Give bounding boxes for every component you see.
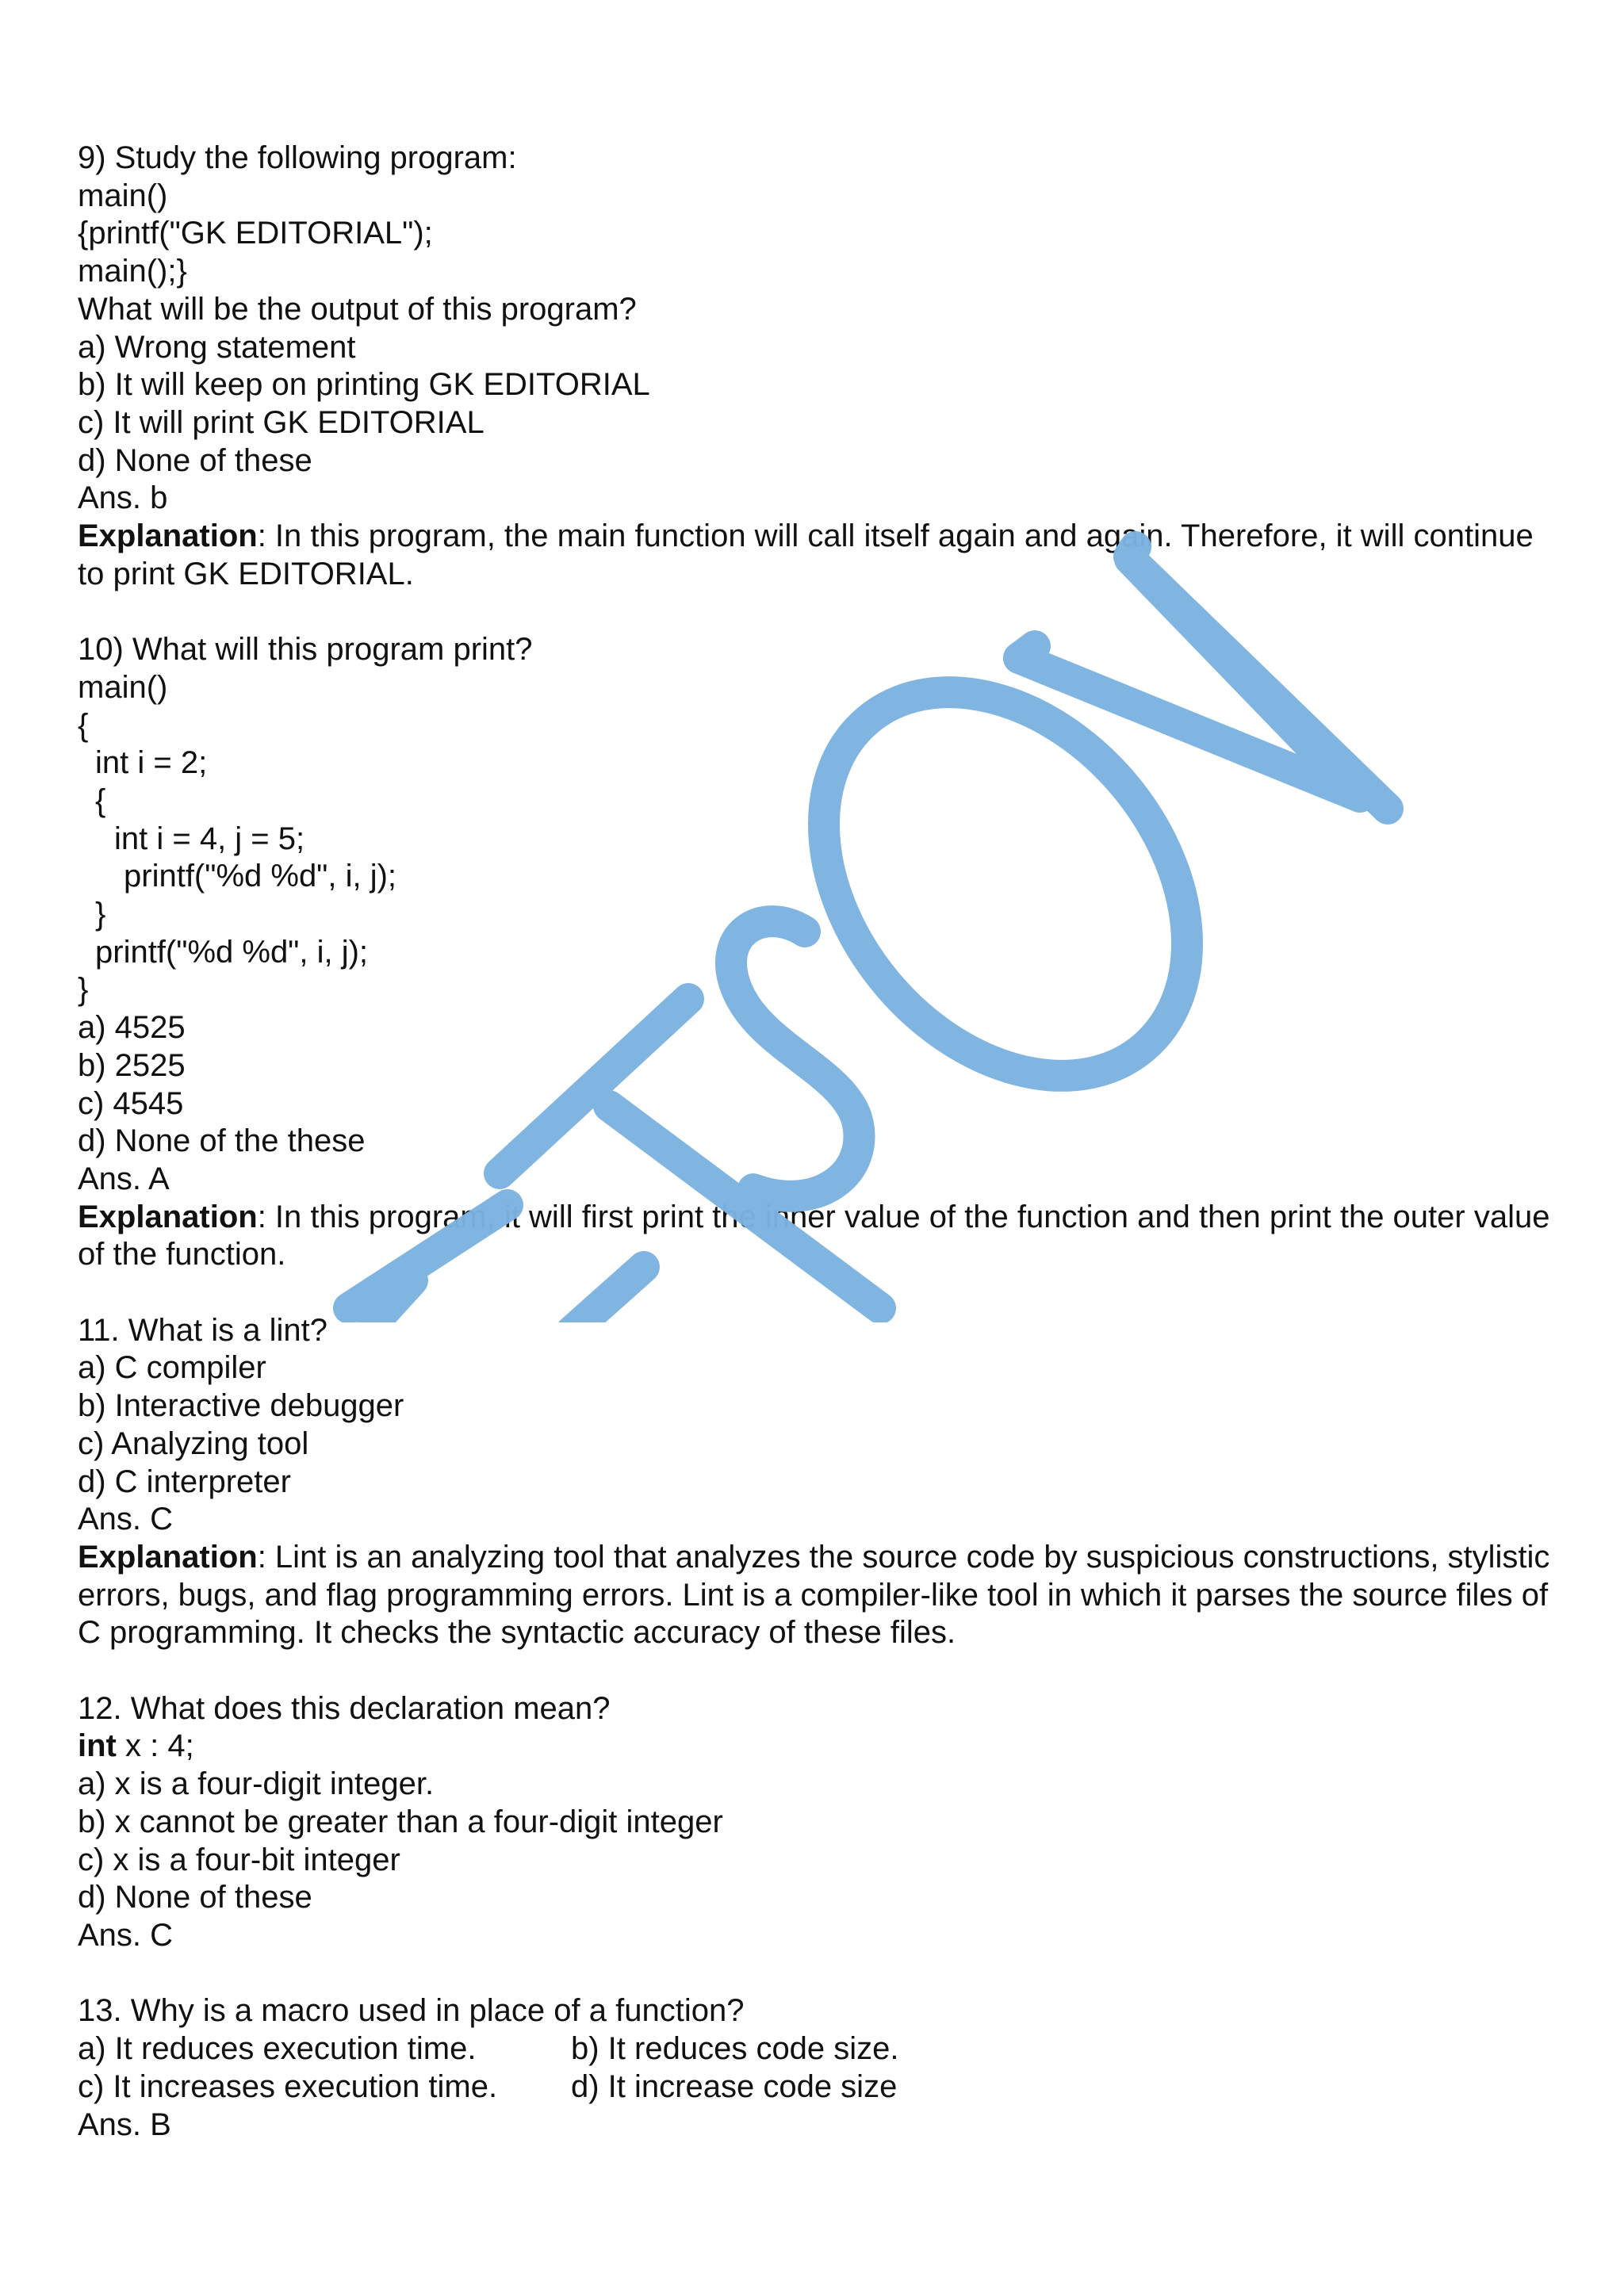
answer: Ans. C	[78, 1502, 174, 1537]
question-10	[78, 631, 1568, 1274]
option-c: c) It will print GK EDITORIAL	[78, 404, 485, 440]
explanation-text: : Lint is an analyzing tool that analyzes the source code by suspicious constructions, stylistic errors, bugs, and flag programming errors. Lint is a compiler-like tool in which it parses the source files of C programming. It checks the syntactic accuracy of these files.	[78, 1539, 1550, 1651]
document-body	[78, 140, 1568, 2144]
question-title: 10) What will this program print?	[78, 632, 533, 668]
question-title: 13. Why is a macro used in place of a function?	[78, 1993, 745, 2029]
code-line: main()	[78, 178, 168, 213]
code-line: main();}	[78, 254, 187, 289]
spacer	[78, 593, 1568, 631]
option-b: b) x cannot be greater than a four-digit integer	[78, 1804, 723, 1839]
option-a: a) 4525	[78, 1010, 186, 1046]
answer: Ans. b	[78, 480, 168, 516]
code-line: printf("%d %d", i, j);	[124, 859, 397, 894]
code-line: }	[78, 972, 89, 1008]
option-d: d) None of these	[78, 442, 312, 478]
question-prompt: What will be the output of this program?	[78, 291, 637, 327]
answer: Ans. B	[78, 2107, 171, 2142]
explanation	[78, 518, 1568, 593]
code-line: int i = 4, j = 5;	[114, 821, 305, 856]
answer: Ans. A	[78, 1161, 170, 1196]
declaration-rest: x : 4;	[116, 1728, 194, 1764]
question-title: 9) Study the following program:	[78, 140, 517, 175]
option-d: d) None of the these	[78, 1123, 366, 1159]
option-b: b) 2525	[78, 1047, 186, 1083]
declaration	[78, 1728, 1568, 1766]
option-d: d) It increase code size	[571, 2068, 898, 2104]
question-12	[78, 1690, 1568, 1955]
explanation-label: Explanation	[78, 1539, 258, 1575]
explanation-label: Explanation	[78, 519, 258, 554]
option-c: c) It increases execution time.	[78, 2068, 498, 2104]
declaration-keyword: int	[78, 1728, 117, 1764]
code-line: {printf("GK EDITORIAL");	[78, 216, 433, 251]
explanation	[78, 1539, 1568, 1652]
option-a: a) x is a four-digit integer.	[78, 1766, 435, 1802]
option-a: a) Wrong statement	[78, 329, 356, 365]
spacer	[78, 1274, 1568, 1312]
options-row	[78, 2068, 1568, 2107]
question-9	[78, 140, 1568, 593]
question-11	[78, 1312, 1568, 1652]
explanation-text: : In this program, the main function will call itself again and again. Therefore, it will continue to print GK EDITORIAL.	[78, 519, 1534, 591]
option-d: d) C interpreter	[78, 1464, 291, 1499]
explanation-label: Explanation	[78, 1199, 258, 1234]
option-d: d) None of these	[78, 1880, 312, 1915]
option-b: b) It reduces code size.	[571, 2031, 899, 2067]
question-title: 11. What is a lint?	[78, 1312, 327, 1348]
code-line: }	[95, 897, 106, 932]
code-line: {	[78, 707, 89, 743]
spacer	[78, 1955, 1568, 1993]
option-c: c) 4545	[78, 1085, 184, 1121]
question-title: 12. What does this declaration mean?	[78, 1690, 611, 1726]
code-line: main()	[78, 669, 168, 705]
question-13	[78, 1992, 1568, 2144]
code-line: int i = 2;	[95, 745, 208, 781]
code-line: {	[95, 783, 106, 818]
option-a: a) C compiler	[78, 1350, 266, 1386]
option-a: a) It reduces execution time.	[78, 2031, 477, 2067]
explanation-text: : In this program, it will first print the inner value of the function and then print the outer value of the function.	[78, 1199, 1550, 1272]
answer: Ans. C	[78, 1918, 174, 1953]
option-b: b) Interactive debugger	[78, 1388, 404, 1424]
code-line: printf("%d %d", i, j);	[95, 934, 369, 970]
options-row	[78, 2030, 1568, 2068]
option-c: c) x is a four-bit integer	[78, 1842, 400, 1877]
explanation	[78, 1199, 1568, 1274]
option-c: c) Analyzing tool	[78, 1425, 309, 1461]
option-b: b) It will keep on printing GK EDITORIAL	[78, 367, 650, 403]
spacer	[78, 1652, 1568, 1690]
